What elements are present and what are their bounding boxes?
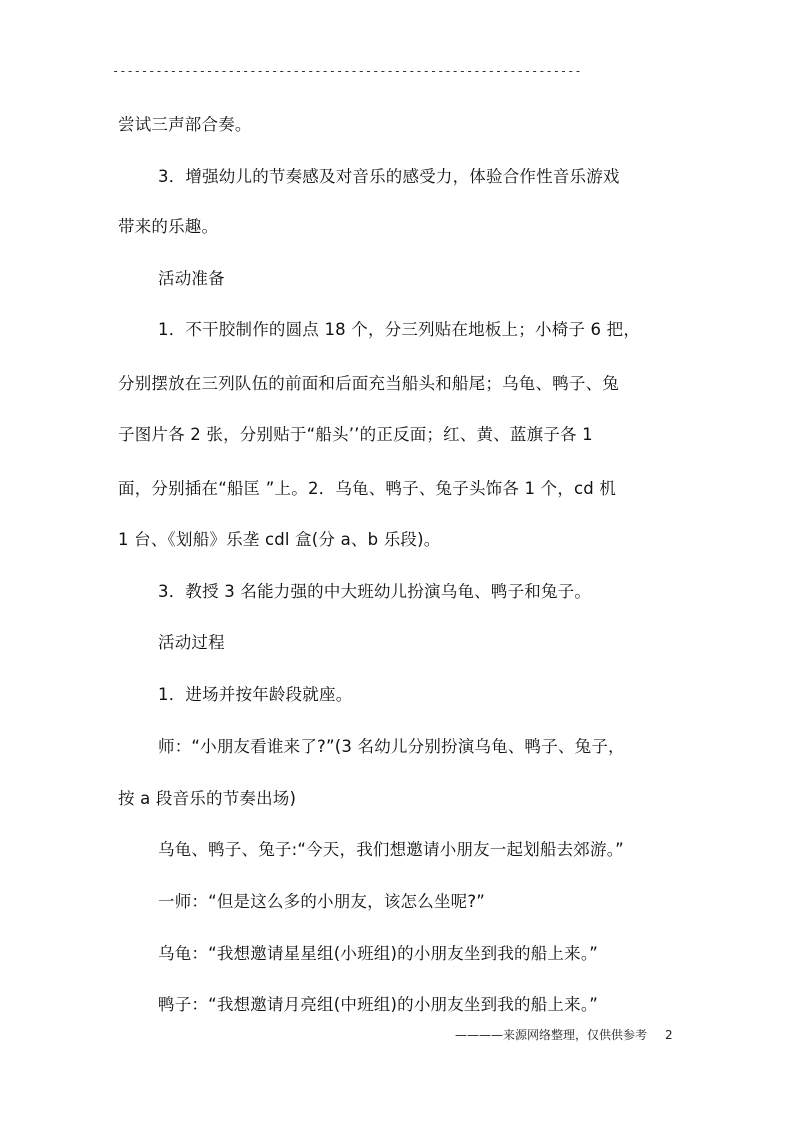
header-dashed-rule: ----------------------------------------------------------------- (112, 64, 582, 78)
section-heading: 活动准备 (158, 269, 225, 288)
body-line: 一师：“但是这么多的小朋友，该怎么坐呢?” (158, 892, 486, 911)
body-line: 尝试三声部合奏。 (118, 115, 252, 134)
section-heading: 活动过程 (158, 633, 225, 652)
body-line: 子图片各 2 张，分别贴于“船头’’的正反面；红、黄、蓝旗子各 1 (118, 425, 593, 444)
footer-source-note: ————来源网络整理，仅供供参考 (455, 1028, 648, 1042)
body-line: 分别摆放在三列队伍的前面和后面充当船头和船尾；乌龟、鸭子、兔 (118, 374, 619, 393)
body-line: 面，分别插在“船匡 ”上。2．乌龟、鸭子、兔子头饰各 1 个，cd 机 (118, 479, 617, 498)
body-line: 带来的乐趣。 (118, 217, 219, 236)
page-footer (455, 1027, 673, 1043)
body-line: 鸭子：“我想邀请月亮组(中班组)的小朋友坐到我的船上来。” (158, 995, 599, 1014)
body-line: 乌龟：“我想邀请星星组(小班组)的小朋友坐到我的船上来。” (158, 944, 599, 963)
body-line: 3．教授 3 名能力强的中大班幼儿扮演乌龟、鸭子和兔子。 (158, 582, 592, 601)
body-line: 乌龟、鸭子、兔子:“今天，我们想邀请小朋友一起划船去郊游。” (158, 840, 624, 859)
page-number: 2 (665, 1028, 673, 1042)
body-line: 3．增强幼儿的节奏感及对音乐的感受力，体验合作性音乐游戏 (158, 167, 620, 186)
body-line: 1．进场并按年龄段就座。 (158, 685, 353, 704)
body-line: 师：“小朋友看谁来了?”(3 名幼儿分别扮演乌龟、鸭子、兔子， (158, 737, 625, 756)
body-line: 按 a 段音乐的节奏出场) (118, 789, 297, 808)
body-line: 1 台、《划船》乐垄 cdl 盒(分 a、b 乐段)。 (118, 530, 441, 549)
body-line: 1．不干胶制作的圆点 18 个，分三列贴在地板上；小椅子 6 把， (158, 320, 641, 339)
